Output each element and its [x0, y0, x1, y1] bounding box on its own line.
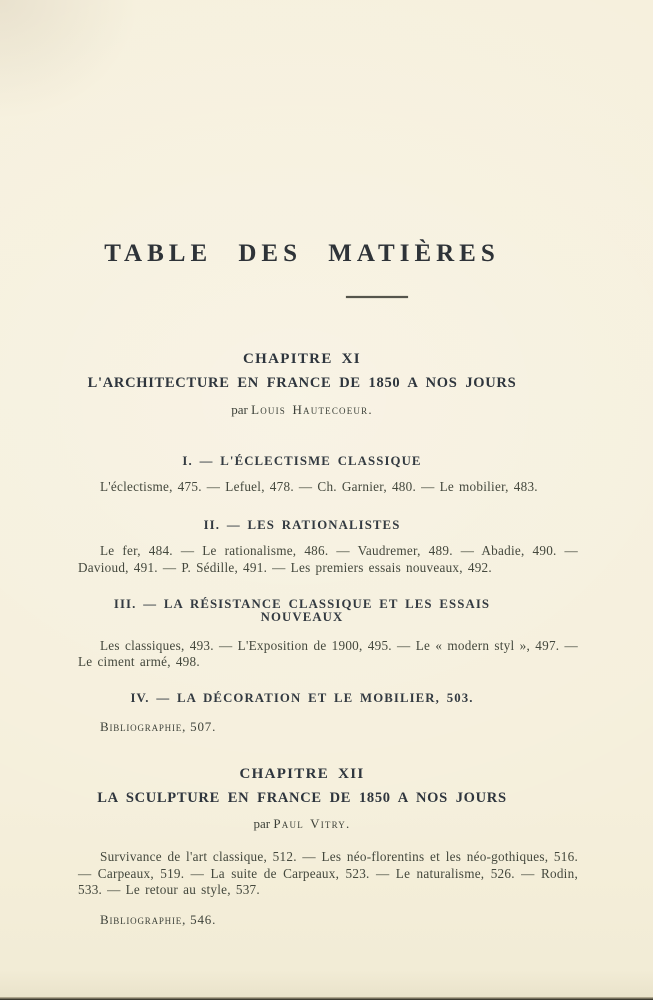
chapter-11-heading: CHAPITRE XI	[243, 351, 361, 367]
chapter-12-author: Paul Vitry.	[273, 816, 351, 832]
section-1-heading: I. — L'ÉCLECTISME CLASSIQUE	[182, 453, 422, 468]
chapter-11-author: Louis Hautecoeur.	[251, 401, 373, 417]
byline-prefix: par	[231, 401, 248, 417]
section-4-heading: IV. — LA DÉCORATION ET LE MOBILIER, 503.	[130, 691, 474, 706]
chapter-11-byline	[78, 403, 578, 416]
section-2-heading: II. — LES RATIONALISTES	[203, 517, 401, 532]
page-title: TABLE DES MATIÈRES	[104, 240, 500, 267]
section-2-entries: Le fer, 484. — Le rationalisme, 486. — Vaudremer, 489. — Abadie, 490. — Davioud, 491. — P. Sédille, 491. — Les premiers essais nouveaux, 492.	[78, 543, 578, 575]
chapter-12-byline	[78, 817, 578, 830]
chapter-12-bibliography: Bibliographie, 546.	[100, 912, 217, 928]
byline-prefix: par	[253, 816, 271, 832]
chapter-11-title: L'ARCHITECTURE EN FRANCE DE 1850 A NOS JOURS	[87, 375, 517, 391]
chapter-11-bibliography: Bibliographie, 507.	[100, 718, 217, 734]
section-3-heading: III. — LA RÉSISTANCE CLASSIQUE ET LES ESSAIS NOUVEAUX	[113, 596, 491, 624]
chapter-12-title: LA SCULPTURE EN FRANCE DE 1850 A NOS JOURS	[97, 789, 507, 806]
title-rule	[346, 296, 408, 298]
chapter-12-entries: Survivance de l'art classique, 512. — Les néo-florentins et les néo-gothiques, 516. — Carpeaux, 519. — La suite de Carpeaux, 523. — Le naturalisme, 526. — Rodin, 533. — Le retour au style, 537.	[78, 849, 578, 898]
section-3-entries: Les classiques, 493. — L'Exposition de 1900, 495. — Le « modern styl », 497. — Le ciment armé, 498.	[78, 637, 578, 669]
chapter-12-heading: CHAPITRE XII	[239, 765, 365, 782]
section-1-entries: L'éclectisme, 475. — Lefuel, 478. — Ch. Garnier, 480. — Le mobilier, 483.	[100, 479, 538, 495]
